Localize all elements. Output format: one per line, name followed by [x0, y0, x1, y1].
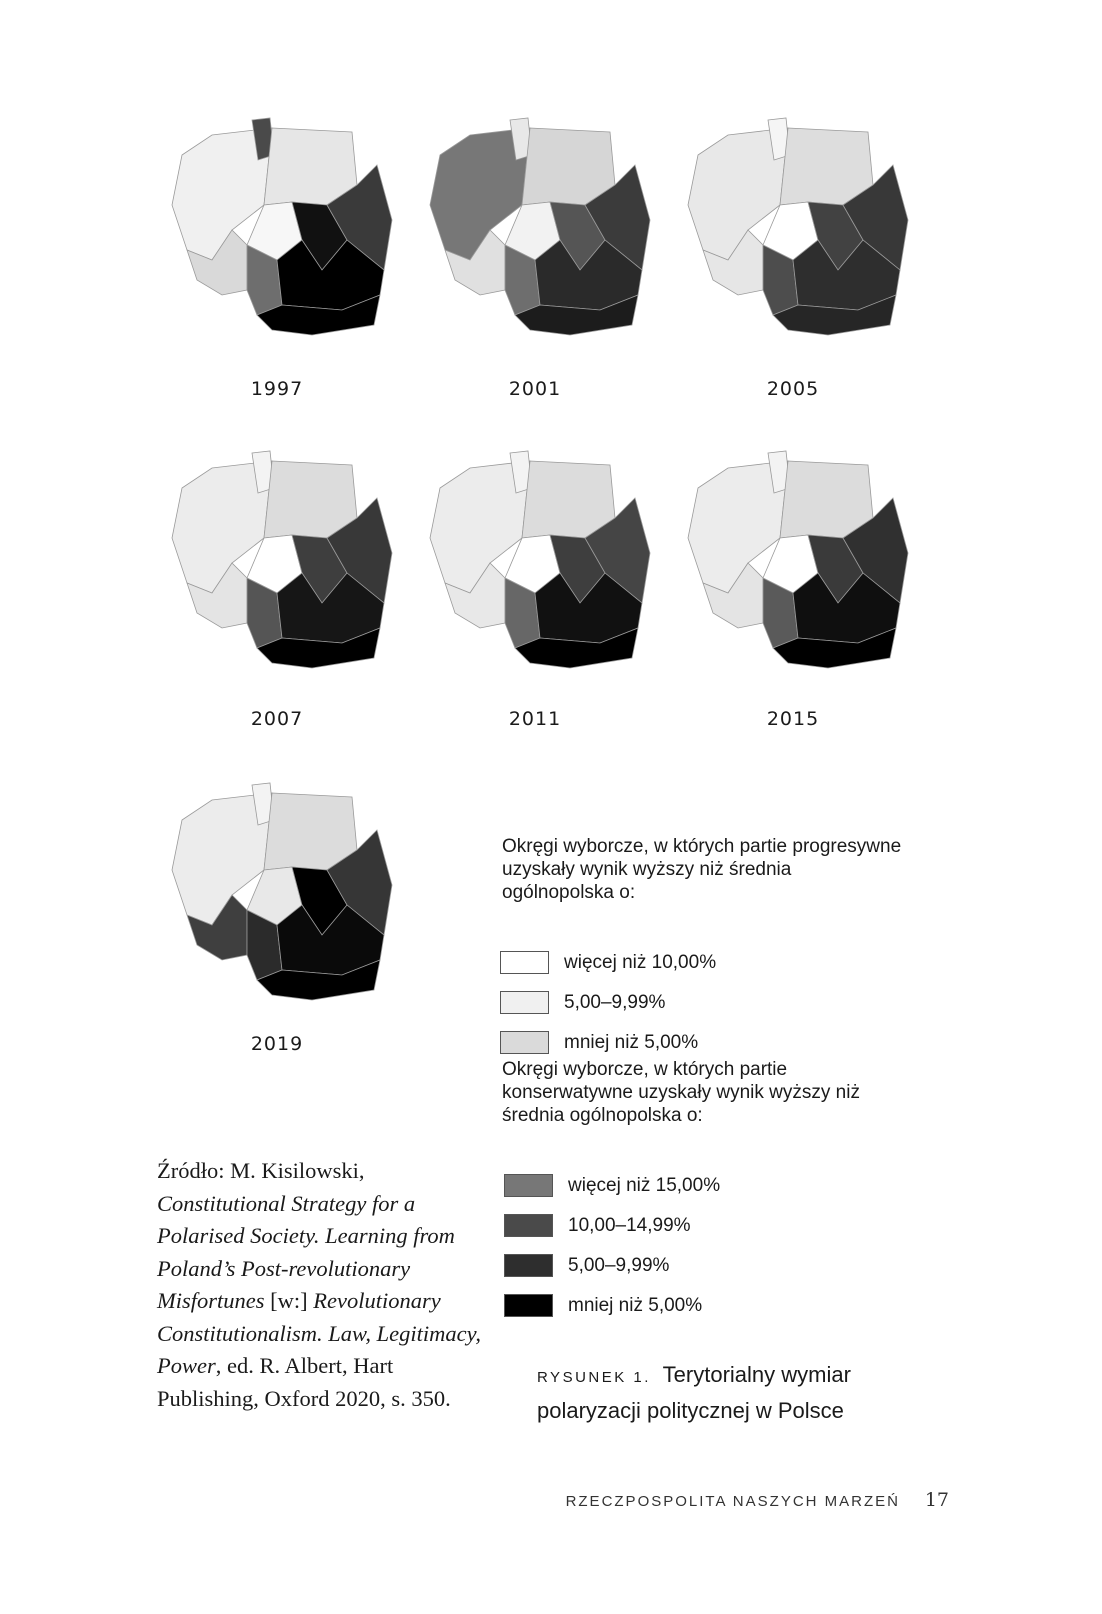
progressive-legend-label: mniej niż 5,00% — [564, 1032, 699, 1053]
poland-map-2019 — [152, 775, 402, 1015]
district-region-3 — [264, 461, 357, 538]
conservative-legend-swatch — [504, 1254, 553, 1277]
map-2001 — [410, 110, 660, 350]
conservative-legend-label: 5,00–9,99% — [568, 1255, 670, 1276]
conservative-legend-label: więcej niż 15,00% — [568, 1175, 721, 1196]
figure-caption — [537, 1358, 937, 1427]
district-region-3 — [522, 128, 615, 205]
district-region-3 — [780, 461, 873, 538]
page-number: 17 — [924, 1489, 949, 1511]
district-region-3 — [522, 461, 615, 538]
conservative-legend-label: mniej niż 5,00% — [568, 1295, 703, 1316]
district-region-3 — [780, 128, 873, 205]
year-label-2011: 2011 — [508, 708, 562, 730]
source-mid: [w:] — [264, 1288, 314, 1313]
poland-map-2015 — [668, 443, 918, 683]
year-label-2005: 2005 — [766, 378, 820, 400]
map-1997 — [152, 110, 402, 350]
poland-map-2011 — [410, 443, 660, 683]
progressive-legend-swatch — [500, 1031, 549, 1054]
year-label-2015: 2015 — [766, 708, 820, 730]
progressive-legend-swatch — [500, 991, 549, 1014]
source-citation — [157, 1155, 487, 1415]
poland-map-2001 — [410, 110, 660, 350]
source-title-2: Revolutionary Constitutionalism. Law, Legitimacy, Power — [157, 1288, 481, 1378]
conservative-legend-swatch — [504, 1214, 553, 1237]
poland-map-2005 — [668, 110, 918, 350]
progressive-legend-label: 5,00–9,99% — [564, 992, 666, 1013]
conservative-legend-heading: Okręgi wyborcze, w których partie konserwatywne uzyskały wynik wyższy niż średnia ogólnopolska o: — [502, 1059, 860, 1126]
year-label-1997: 1997 — [250, 378, 304, 400]
district-region-3 — [264, 128, 357, 205]
year-label-2007: 2007 — [250, 708, 304, 730]
source-suffix: , ed. R. Albert, Hart Publishing, Oxford 2020, s. 350. — [157, 1353, 451, 1411]
map-2015 — [668, 443, 918, 683]
map-2007 — [152, 443, 402, 683]
year-label-2001: 2001 — [508, 378, 562, 400]
progressive-legend-heading: Okręgi wyborcze, w których partie progresywne uzyskały wynik wyższy niż średnia ogólnopolska o: — [502, 836, 902, 903]
year-label-2019: 2019 — [250, 1033, 304, 1055]
conservative-legend-swatch — [504, 1174, 553, 1197]
figure-title: Terytorialny wymiar polaryzacji politycznej w Polsce — [537, 1362, 851, 1423]
source-title-1: Constitutional Strategy for a Polarised Society. Learning from Poland’s Post-revolutionary Misfortunes — [157, 1190, 455, 1313]
conservative-legend-swatch — [504, 1294, 553, 1317]
progressive-legend-label: więcej niż 10,00% — [564, 952, 717, 973]
poland-map-1997 — [152, 110, 402, 350]
map-2011 — [410, 443, 660, 683]
running-footer: RZECZPOSPOLITA NASZYCH MARZEŃ — [565, 1493, 900, 1510]
poland-map-2007 — [152, 443, 402, 683]
district-region-3 — [264, 793, 357, 870]
map-2019 — [152, 775, 402, 1015]
conservative-legend-label: 10,00–14,99% — [568, 1215, 691, 1236]
progressive-legend-swatch — [500, 951, 549, 974]
source-prefix: Źródło: M. Kisilowski, — [157, 1158, 365, 1183]
figure-label: RYSUNEK 1. — [537, 1369, 651, 1386]
map-2005 — [668, 110, 918, 350]
